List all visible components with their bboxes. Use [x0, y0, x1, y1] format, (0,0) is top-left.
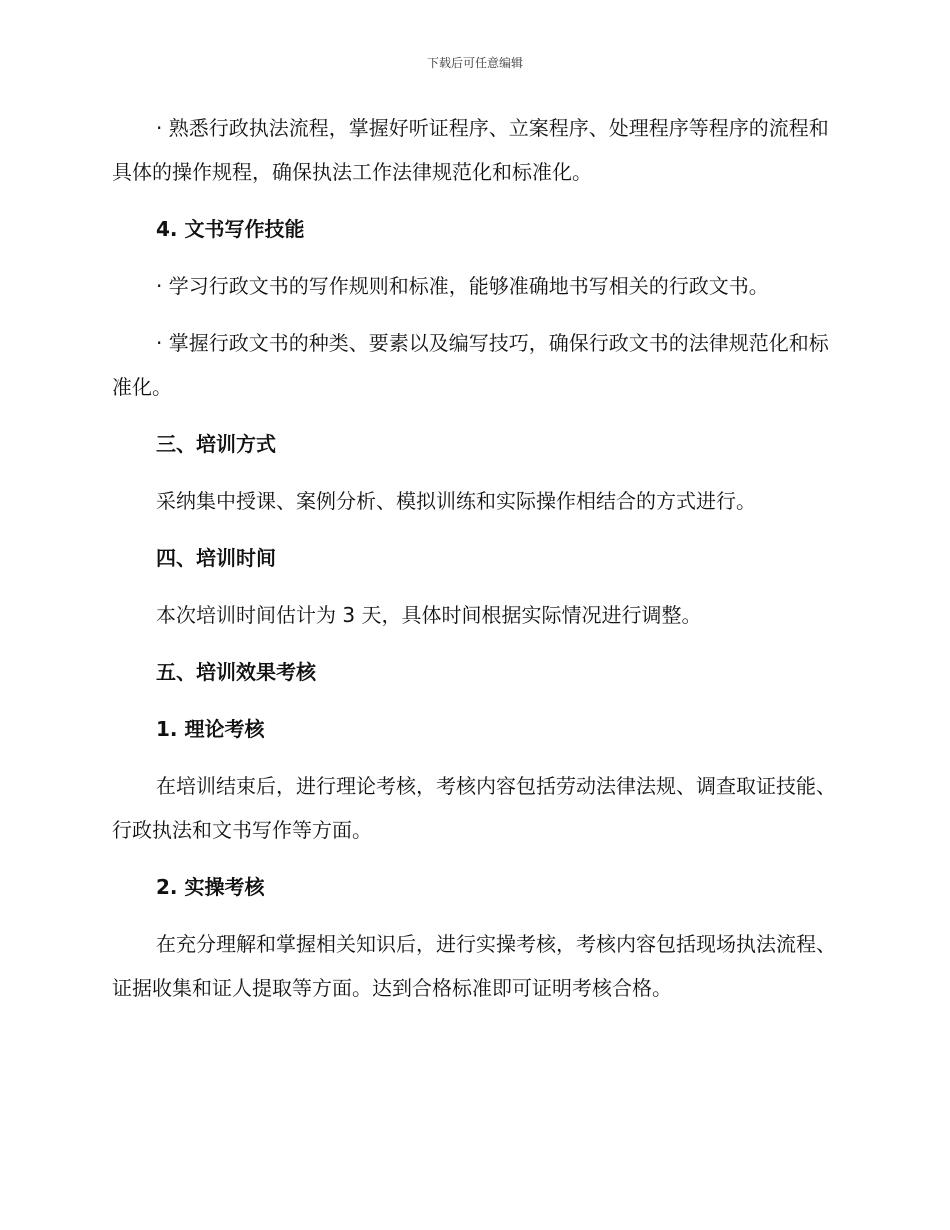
- heading-training-time: 四、培训时间: [156, 546, 276, 570]
- paragraph-enforcement-process: · 熟悉行政执法流程，掌握好听证程序、立案程序、处理程序等程序的流程和具体的操作规程，确保执法工作法律规范化和标准化。: [112, 116, 829, 184]
- paragraph-writing-types: · 掌握行政文书的种类、要素以及编写技巧，确保行政文书的法律规范化和标准化。: [112, 331, 829, 399]
- paragraph-theory-assessment: 在培训结束后，进行理论考核，考核内容包括劳动法律法规、调查取证技能、行政执法和文书写作等方面。: [112, 774, 836, 842]
- document-body: [112, 106, 842, 1023]
- heading-training-method: 三、培训方式: [156, 432, 276, 456]
- paragraph-practical-assessment: 在充分理解和掌握相关知识后，进行实操考核，考核内容包括现场执法流程、证据收集和证人提取等方面。达到合格标准即可证明考核合格。: [112, 932, 836, 1000]
- page-header: 下载后可任意编辑: [426, 56, 523, 70]
- heading-practical-assessment: 2. 实操考核: [156, 875, 265, 899]
- heading-assessment: 五、培训效果考核: [156, 660, 316, 684]
- paragraph-training-method: 采纳集中授课、案例分析、模拟训练和实际操作相结合的方式进行。: [156, 489, 756, 513]
- heading-theory-assessment: 1. 理论考核: [156, 717, 265, 741]
- heading-writing-skills: 4. 文书写作技能: [156, 217, 305, 241]
- paragraph-training-time: 本次培训时间估计为 3 天，具体时间根据实际情况进行调整。: [156, 603, 702, 627]
- paragraph-writing-rules: · 学习行政文书的写作规则和标准，能够准确地书写相关的行政文书。: [156, 274, 769, 298]
